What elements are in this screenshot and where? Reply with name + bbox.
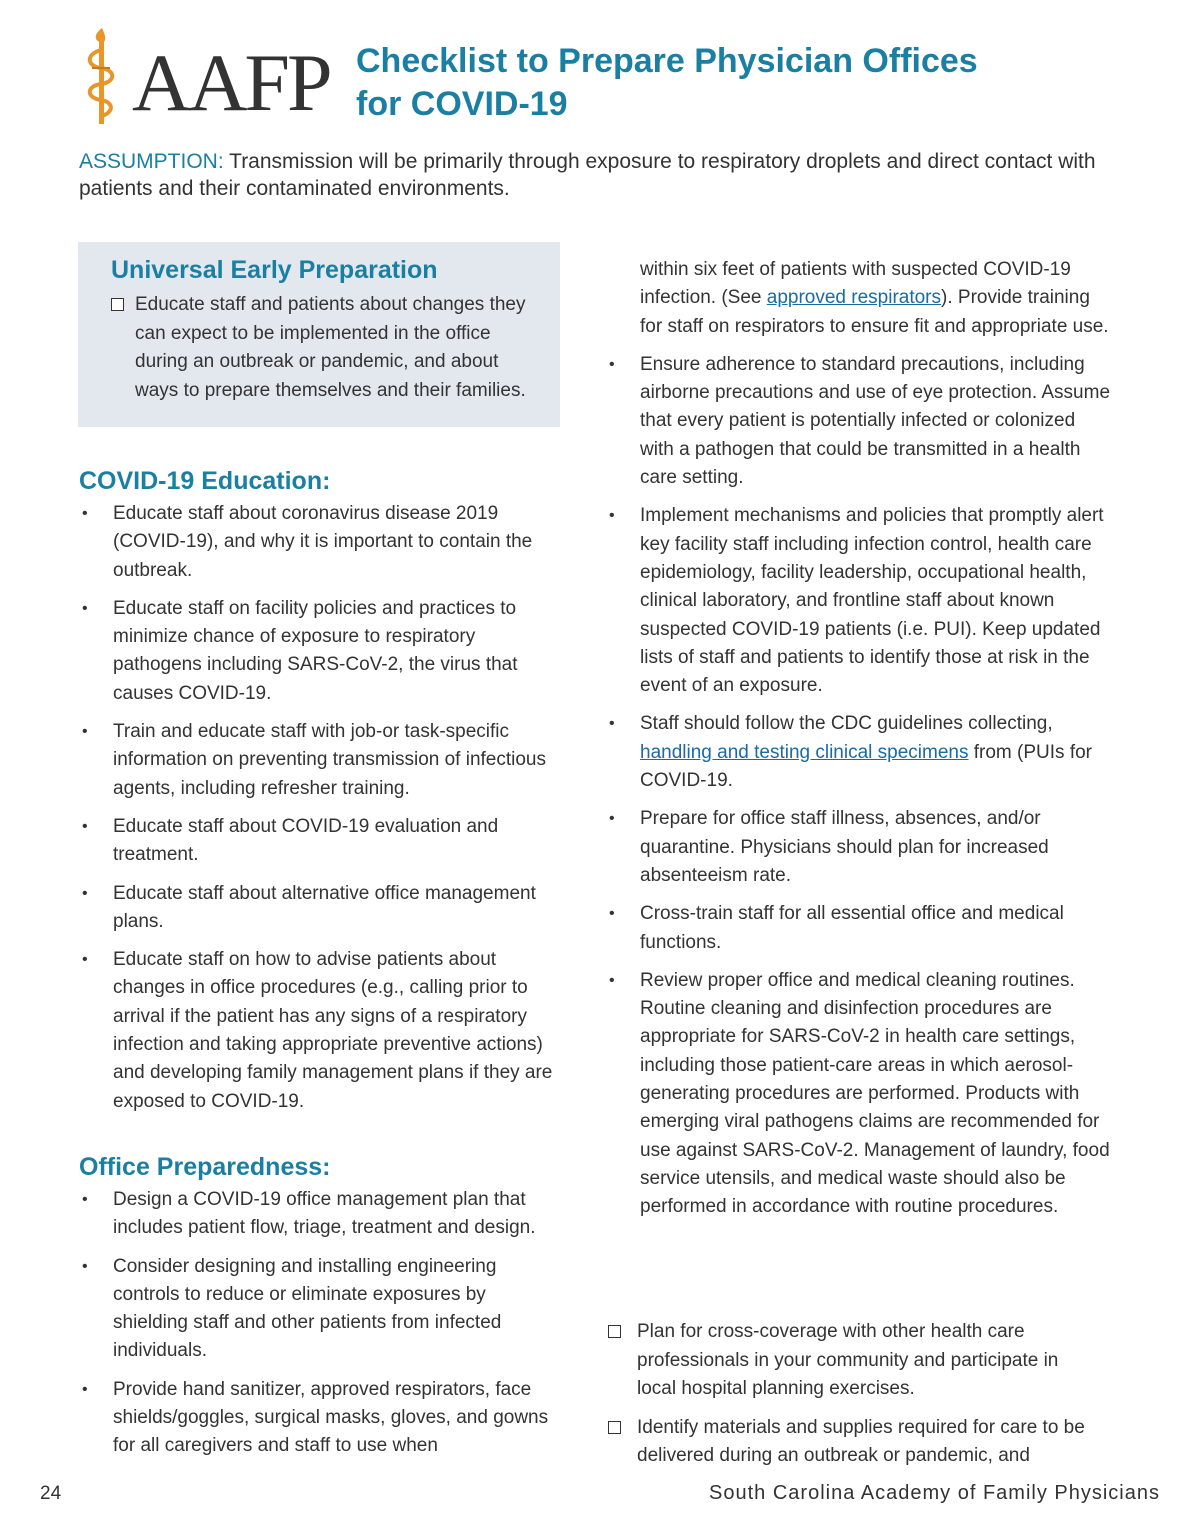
list-item [606, 710, 1111, 795]
education-heading: COVID-19 Education: [79, 467, 331, 495]
list-item-text: Implement mechanisms and policies that promptly alert key facility staff including infection control, health care epidemiology, facility leadership, occupational health, clinical laboratory, and frontline staff about known suspected COVID-19 patients (i.e. PUI). Keep updated lists of staff and patients to identify those at risk in the event of an exposure. [640, 505, 1104, 697]
checklist-item-text: Identify materials and supplies required for care to be delivered during an outbreak or pandemic, and [637, 1416, 1085, 1466]
checklist-item-text: Educate staff and patients about changes they can expect to be implemented in the office during an outbreak or pandemic, and about ways to prepare themselves and their families. [135, 294, 526, 401]
bullet-icon: • [82, 1380, 88, 1398]
list-item-text: Cross-train staff for all essential office and medical functions. [640, 903, 1064, 953]
title-line-2: for COVID-19 [356, 85, 568, 123]
list-item [606, 805, 1111, 890]
list-item-text: Educate staff about COVID-19 evaluation and treatment. [113, 815, 499, 866]
list-item-text: Design a COVID-19 office management plan that includes patient flow, triage, treatment and design. [113, 1188, 536, 1239]
bullet-icon: • [609, 715, 615, 733]
list-item [606, 967, 1111, 1222]
bullet-icon: • [82, 884, 88, 902]
footer-organization: South Carolina Academy of Family Physicians [709, 1482, 1160, 1504]
bullet-icon: • [609, 507, 615, 525]
title-line-1: Checklist to Prepare Physician Offices [356, 42, 978, 80]
list-item [79, 500, 564, 585]
continued-text-start: within six feet of patients with suspected COVID-19 infection. (See [640, 259, 1071, 309]
checklist-item [111, 291, 536, 405]
universal-prep-box [78, 242, 560, 427]
universal-heading: Universal Early Preparation [111, 256, 438, 284]
list-item-text: Educate staff about coronavirus disease 2019 (COVID-19), and why it is important to contain the outbreak. [113, 503, 533, 581]
list-item [606, 502, 1111, 700]
bullet-icon: • [82, 723, 88, 741]
list-item-text: Staff should follow the CDC guidelines collecting, [640, 713, 1053, 735]
list-item [79, 946, 564, 1116]
bullet-icon: • [82, 599, 88, 617]
list-item-text: Educate staff on facility policies and practices to minimize chance of exposure to respiratory pathogens including SARS-CoV-2, the virus that causes COVID-19. [113, 597, 518, 704]
list-item-text: Provide hand sanitizer, approved respirators, face shields/goggles, surgical masks, gloves, and gowns for all caregivers and staff to use when [113, 1378, 549, 1457]
checklist-item-text: Plan for cross-coverage with other health care professionals in your community and participate in local hospital planning exercises. [637, 1321, 1059, 1399]
list-item-text: Educate staff about alternative office management plans. [113, 882, 536, 932]
approved-respirators-link[interactable]: approved respirators [766, 287, 942, 309]
office-list [79, 1186, 564, 1461]
list-item [79, 813, 564, 870]
right-list [606, 351, 1111, 1222]
checklist-item [608, 1414, 1088, 1471]
list-item [606, 351, 1111, 492]
bullet-icon: • [82, 1257, 88, 1275]
list-item-text: Train and educate staff with job-or task-specific information on preventing transmission of infectious agents, including refresher training. [113, 721, 547, 799]
checkbox[interactable] [608, 1421, 621, 1434]
list-item [79, 595, 564, 708]
list-item [606, 900, 1111, 957]
page-number: 24 [40, 1483, 62, 1504]
checkbox[interactable] [608, 1325, 621, 1338]
right-column [606, 256, 1111, 1232]
list-item [79, 880, 564, 937]
bullet-icon: • [609, 971, 615, 989]
bullet-icon: • [82, 951, 88, 969]
checkbox[interactable] [111, 298, 124, 311]
left-column [79, 466, 564, 1471]
list-item-text: Educate staff on how to advise patients about changes in office procedures (e.g., calling prior to arrival if the patient has any signs of a respiratory infection and taking appropriate preventive actions) and developing family management plans if they are exposed to COVID-19. [113, 949, 553, 1112]
list-item [79, 1253, 564, 1366]
bullet-icon: • [82, 817, 88, 835]
assumption-label: ASSUMPTION: [79, 150, 224, 173]
list-item [79, 1376, 564, 1461]
list-item [79, 718, 564, 803]
list-item-text: Review proper office and medical cleaning routines. Routine cleaning and disinfection procedures are appropriate for SARS-CoV-2 in health care settings, including those patient-care areas in which aerosol-generating procedures are performed. Products with emerging viral pathogens claims are recommended for use against SARS-CoV-2. Management of laundry, food service utensils, and medical waste should also be performed in accordance with routine procedures. [640, 969, 1110, 1218]
continued-text-end: ). Provide training for staff on respirators to ensure fit and appropriate use. [640, 287, 1109, 337]
bullet-icon: • [609, 905, 615, 923]
staff-of-asclepius-icon [80, 24, 124, 128]
bullet-icon: • [82, 1190, 88, 1208]
continued-item [606, 256, 1111, 341]
logo-text: AAFP [132, 37, 330, 128]
office-heading: Office Preparedness: [79, 1152, 331, 1181]
checklist-item [608, 1318, 1088, 1404]
assumption-text: Transmission will be primarily through exposure to respiratory droplets and direct contact with patients and their contaminated environments. [79, 150, 1096, 200]
bullet-icon: • [609, 810, 615, 828]
bullet-icon: • [609, 355, 615, 373]
list-item [79, 1186, 564, 1243]
list-item-text: Prepare for office staff illness, absences, and/or quarantine. Physicians should plan for increased absenteeism rate. [640, 808, 1049, 886]
right-checklist [608, 1318, 1088, 1481]
bullet-icon: • [82, 505, 88, 522]
assumption-paragraph [79, 148, 1129, 202]
list-item-text: Consider designing and installing engineering controls to reduce or eliminate exposures by shielding staff and other patients from infected individuals. [113, 1255, 502, 1362]
clinical-specimens-link[interactable]: handling and testing clinical specimens [640, 741, 969, 763]
page-title [356, 40, 1116, 126]
education-list [79, 500, 564, 1116]
list-item-text: Ensure adherence to standard precautions, including airborne precautions and use of eye protection. Assume that every patient is potentially infected or colonized with a pathogen that could be transmitted in a health care setting. [640, 353, 1111, 489]
aafp-logo [80, 24, 330, 128]
list-item-text-end: from (PUIs for COVID-19. [640, 741, 1092, 792]
